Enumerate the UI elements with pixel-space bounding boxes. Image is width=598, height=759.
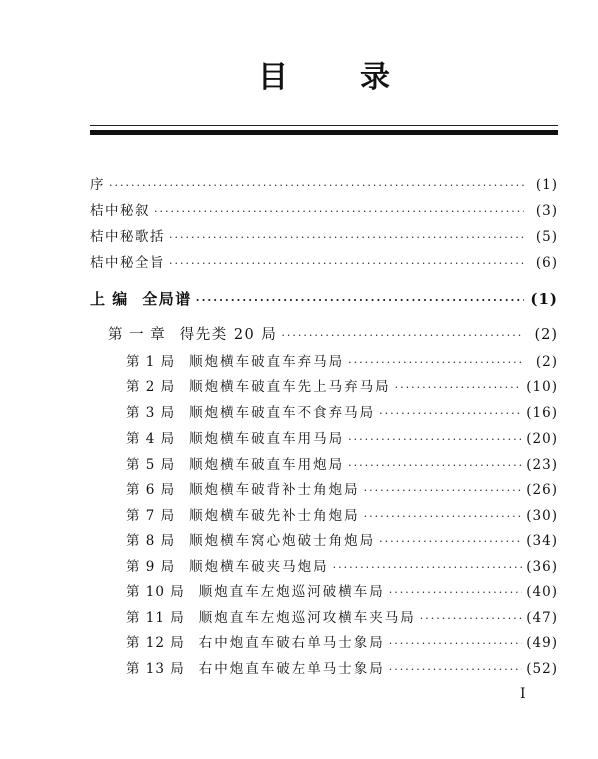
toc-row-game[interactable] — [126, 353, 558, 372]
leader-dots — [389, 584, 523, 602]
game-title: 顺炮直车左炮巡河攻横车夹马局 — [198, 610, 416, 626]
toc-page: (40) — [526, 584, 558, 600]
page-number-marker: I — [520, 686, 526, 702]
game-title: 顺炮横车破直车先上马弃马局 — [189, 379, 391, 395]
toc-label: 桔中秘全旨 — [90, 255, 165, 271]
game-number: 第 6 局 — [126, 482, 176, 498]
game-title: 顺炮横车破背补士角炮局 — [189, 482, 360, 498]
toc-page: (1) — [535, 177, 558, 193]
game-title: 顺炮横车窝心炮破士角炮局 — [189, 533, 376, 549]
game-number: 第 4 局 — [126, 431, 176, 447]
game-title: 顺炮横车破夹马炮局 — [189, 559, 329, 575]
toc-row-game[interactable] — [126, 456, 558, 475]
leader-dots — [154, 203, 524, 221]
part-title: 全局谱 — [142, 290, 192, 308]
toc-page: (1) — [530, 290, 558, 308]
toc-row-game[interactable] — [126, 609, 558, 628]
game-number: 第 2 局 — [126, 379, 176, 395]
toc-page: (20) — [526, 431, 558, 447]
toc-row-front[interactable] — [90, 202, 558, 221]
game-title: 右中炮直车破左单马士象局 — [198, 661, 385, 677]
leader-dots — [364, 508, 523, 526]
leader-dots — [364, 482, 523, 500]
toc-page: (3) — [535, 203, 558, 219]
part-number: 上 编 — [90, 290, 129, 308]
leader-dots — [348, 431, 522, 449]
leader-dots — [348, 354, 524, 372]
toc-page: (6) — [535, 255, 558, 271]
game-title: 顺炮横车破直车用马局 — [189, 431, 345, 447]
chapter-number: 第 一 章 — [108, 327, 166, 343]
leader-dots — [389, 661, 523, 679]
game-title: 顺炮横车破直车不食弃马局 — [189, 405, 376, 421]
game-number: 第 13 局 — [126, 661, 185, 677]
toc-label: 桔中秘叙 — [90, 203, 150, 219]
leader-dots — [196, 292, 524, 310]
toc-row-game[interactable] — [126, 634, 558, 653]
toc-page: (26) — [526, 482, 558, 498]
toc-row-game[interactable] — [126, 507, 558, 526]
game-number: 第 10 局 — [126, 584, 185, 600]
toc-page: (16) — [526, 405, 558, 421]
leader-dots — [169, 255, 524, 273]
toc-row-game[interactable] — [126, 583, 558, 602]
leader-dots — [169, 229, 524, 247]
toc-row-front[interactable] — [90, 228, 558, 247]
leader-dots — [109, 177, 524, 195]
toc-row-front[interactable] — [90, 176, 558, 195]
title-char-2: 录 — [360, 60, 390, 95]
game-number: 第 12 局 — [126, 635, 185, 651]
leader-dots — [420, 610, 523, 628]
game-number: 第 3 局 — [126, 405, 176, 421]
game-number: 第 7 局 — [126, 508, 176, 524]
leader-dots — [389, 635, 523, 653]
game-title: 顺炮直车左炮巡河破横车局 — [198, 584, 385, 600]
toc-page: (23) — [526, 457, 558, 473]
toc-page: (34) — [526, 533, 558, 549]
toc-row-game[interactable] — [126, 532, 558, 551]
leader-dots — [395, 379, 523, 397]
game-title: 顺炮横车破直车用炮局 — [189, 457, 345, 473]
game-number: 第 8 局 — [126, 533, 176, 549]
toc-page: (30) — [526, 508, 558, 524]
toc-label: 序 — [90, 177, 105, 193]
chapter-title: 得先类 20 局 — [179, 327, 278, 343]
toc-page: (36) — [526, 559, 558, 575]
toc-page: (2) — [534, 327, 558, 343]
game-number: 第 9 局 — [126, 559, 176, 575]
toc-row-part[interactable] — [90, 290, 558, 310]
game-title: 右中炮直车破右单马士象局 — [198, 635, 385, 651]
game-number: 第 11 局 — [126, 610, 185, 626]
game-number: 第 5 局 — [126, 457, 176, 473]
toc-row-game[interactable] — [126, 404, 558, 423]
leader-dots — [348, 457, 522, 475]
toc-row-front[interactable] — [90, 254, 558, 273]
leader-dots — [379, 405, 522, 423]
toc-row-game[interactable] — [126, 430, 558, 449]
toc-page: (5) — [535, 229, 558, 245]
toc-page: (2) — [535, 354, 558, 370]
toc-page: (47) — [526, 610, 558, 626]
toc-row-game[interactable] — [126, 481, 558, 500]
leader-dots — [281, 327, 524, 345]
toc-page: (49) — [526, 635, 558, 651]
toc-row-game[interactable] — [126, 660, 558, 679]
toc-row-game[interactable] — [126, 558, 558, 577]
leader-dots — [333, 559, 523, 577]
title-char-1: 目 — [258, 60, 288, 95]
leader-dots — [379, 533, 522, 551]
toc-page: (52) — [526, 661, 558, 677]
toc-label: 桔中秘歌括 — [90, 229, 165, 245]
game-title: 顺炮横车破直车弃马局 — [189, 354, 345, 370]
game-title: 顺炮横车破先补士角炮局 — [189, 508, 360, 524]
game-number: 第 1 局 — [126, 354, 176, 370]
toc-row-chapter[interactable] — [108, 326, 558, 345]
toc-page: (10) — [526, 379, 558, 395]
toc-row-game[interactable] — [126, 378, 558, 397]
